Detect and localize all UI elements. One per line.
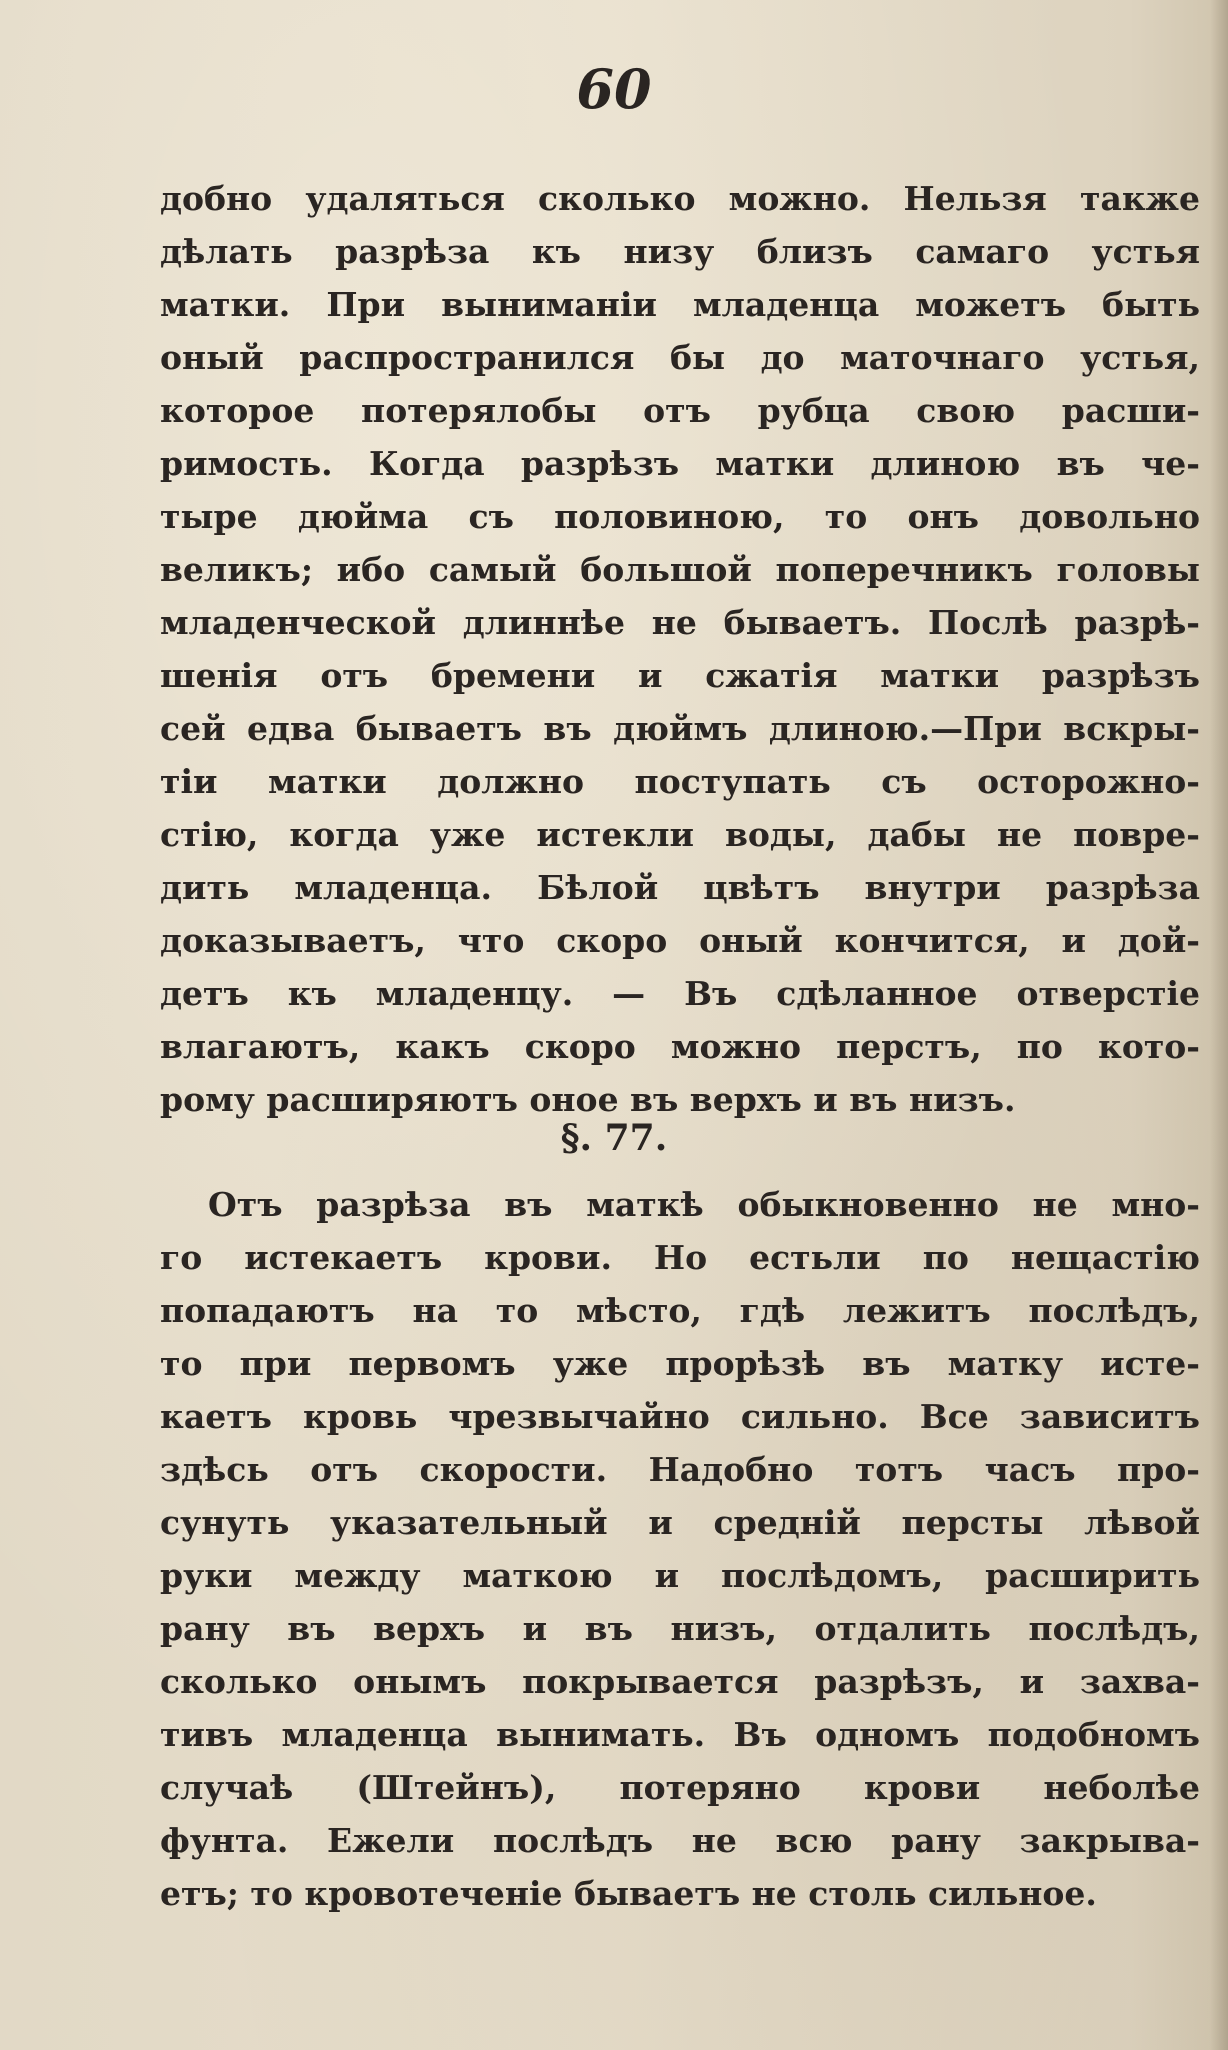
text-line: случаѣ (Штейнъ), потеряно крови неболѣе (160, 1768, 1200, 1807)
text-line: Отъ разрѣза въ маткѣ обыкновенно не мно- (208, 1185, 1200, 1224)
text-line: тіи матки должно поступать съ осторожно- (160, 762, 1200, 801)
text-line: детъ къ младенцу. — Въ сдѣланное отверстіе (160, 974, 1200, 1013)
text-line: которое потерялобы отъ рубца свою расши- (160, 391, 1200, 430)
text-line: сей едва бываетъ въ дюймъ длиною.—При вскры- (160, 709, 1200, 748)
text-line: дить младенца. Бѣлой цвѣтъ внутри разрѣза (160, 868, 1200, 907)
text-line: сколько онымъ покрывается разрѣзъ, и захва- (160, 1662, 1200, 1701)
text-line: влагаютъ, какъ скоро можно перстъ, по кото- (160, 1027, 1200, 1066)
text-line: шенія отъ бремени и сжатія матки разрѣзъ (160, 656, 1200, 695)
text-line: доказываетъ, что скоро оный кончится, и дой- (160, 921, 1200, 960)
text-line: рану въ верхъ и въ низъ, отдалить послѣдъ, (160, 1609, 1200, 1648)
text-line: младенческой длиннѣе не бываетъ. Послѣ разрѣ- (160, 603, 1200, 642)
section-heading: §. 77. (560, 1117, 668, 1159)
text-line: стію, когда уже истекли воды, дабы не повре- (160, 815, 1200, 854)
page-number: 60 (576, 57, 652, 121)
text-line: го истекаетъ крови. Но естьли по нещастію (160, 1238, 1200, 1277)
text-line: оный распространился бы до маточнаго устья, (160, 338, 1200, 377)
text-line: дѣлать разрѣза къ низу близъ самаго устья (160, 232, 1200, 271)
paragraph-section-77 (160, 1178, 1200, 1920)
text-line: римость. Когда разрѣзъ матки длиною въ че- (160, 444, 1200, 483)
text-line: матки. При выниманіи младенца можетъ быть (160, 285, 1200, 324)
text-line: добно удаляться сколько можно. Нельзя также (160, 179, 1200, 218)
text-line: здѣсь отъ скорости. Надобно тотъ часъ про- (160, 1450, 1200, 1489)
text-line: сунуть указательный и средній персты лѣвой (160, 1503, 1200, 1542)
text-line: тивъ младенца вынимать. Въ одномъ подобномъ (160, 1715, 1200, 1754)
text-line: фунта. Ежели послѣдъ не всю рану закрыва- (160, 1821, 1200, 1860)
text-line: тыре дюйма съ половиною, то онъ довольно (160, 497, 1200, 536)
text-line: попадаютъ на то мѣсто, гдѣ лежитъ послѣдъ, (160, 1291, 1200, 1330)
page-edge-shadow (1210, 0, 1228, 2050)
text-line: рому расширяютъ оное въ верхъ и въ низъ. (160, 1080, 1016, 1119)
text-line: великъ; ибо самый большой поперечникъ головы (160, 550, 1200, 589)
text-line: руки между маткою и послѣдомъ, расширить (160, 1556, 1200, 1595)
paragraph-continued (160, 172, 1200, 1126)
text-line: то при первомъ уже прорѣзѣ въ матку исте- (160, 1344, 1200, 1383)
text-line: етъ; то кровотеченіе бываетъ не столь сильное. (160, 1874, 1097, 1913)
text-line: каетъ кровь чрезвычайно сильно. Все зависитъ (160, 1397, 1200, 1436)
